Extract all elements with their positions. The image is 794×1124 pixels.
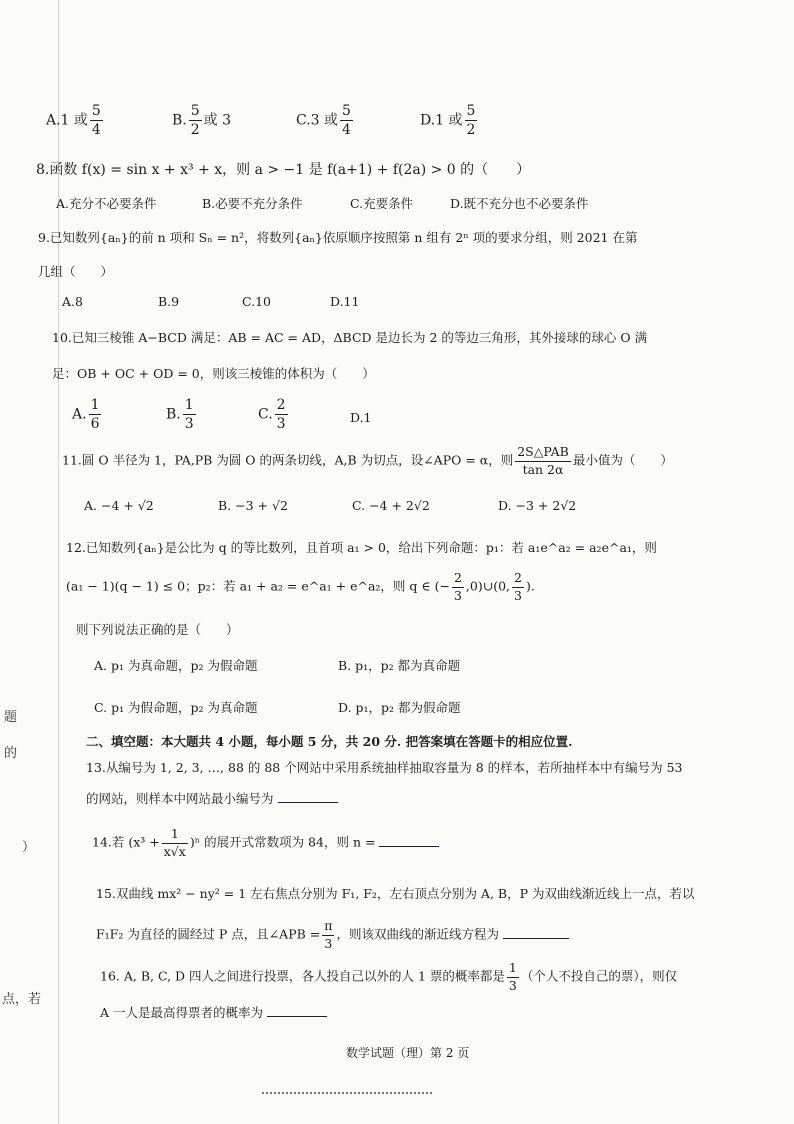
q7-option-a: A.1 或 $\frac{5}{4}$ — [46, 103, 101, 138]
q12-line1: 12.已知数列{aₙ}是公比为 q 的等比数列，且首项 a₁ > 0，给出下列命题：p₁：若 a₁e^a₂ = a₂e^a₁，则 — [66, 540, 657, 555]
margin-fragment: ） — [22, 840, 36, 855]
bottom-scan-artifact — [262, 1092, 432, 1098]
q13-line1: 13.从编号为 1, 2, 3, …, 88 的 88 个网站中采用系统抽样抽取容量为 8 的样本，若所抽样本中有编号为 53 — [86, 760, 683, 775]
q11-option-a: A. −4 + √2 — [84, 498, 154, 513]
q9-option-b: B.9 — [158, 294, 180, 309]
q16-line2: A 一人是最高得票者的概率为 — [100, 1004, 327, 1020]
page-footer: 数学试题（理）第 2 页 — [346, 1046, 470, 1060]
q14-stem: 14.若 (x³ + $\frac{1}{x√x}$ )ⁿ 的展开式常数项为 84，则 n = — [92, 828, 439, 858]
q15-line2: F₁F₂ 为直径的圆经过 P 点，且∠APB = $\frac{\pi}{3}$ ，则该双曲线的渐近线方程为 — [96, 920, 569, 950]
q7-option-c: C.3 或 $\frac{5}{4}$ — [296, 103, 351, 138]
q9-option-a: A.8 — [62, 294, 83, 309]
q8-option-c: C.充要条件 — [350, 196, 414, 211]
q12-option-c: C. p₁ 为假命题，p₂ 为真命题 — [94, 700, 258, 715]
q14-answer-blank — [379, 834, 439, 847]
q10-option-d: D.1 — [350, 410, 372, 425]
q13-answer-blank — [278, 790, 338, 803]
q10-line1: 10.已知三棱锥 A−BCD 满足：AB = AC = AD，ΔBCD 是边长为 2 的等边三角形，其外接球的球心 O 满 — [52, 330, 648, 345]
q16-answer-blank — [267, 1004, 327, 1017]
q16-line1: 16. A, B, C, D 四人之间进行投票，各人投自己以外的人 1 票的概率都是 $\frac{1}{3}$ （个人不投自己的票），则仅 — [100, 960, 678, 993]
q12-line3: 则下列说法正确的是（ ） — [76, 622, 239, 637]
q8-option-d: D.既不充分也不必要条件 — [450, 196, 589, 211]
q12-option-d: D. p₁，p₂ 都为假命题 — [338, 700, 461, 715]
section-heading: 二、填空题：本大题共 4 小题，每小题 5 分，共 20 分. 把答案填在答题卡的相应位置. — [86, 734, 573, 749]
q8-option-a: A.充分不必要条件 — [56, 196, 157, 211]
q8-option-b: B.必要不充分条件 — [202, 196, 303, 211]
q10-option-c: C. $\frac{2}{3}$ — [258, 397, 286, 432]
q11-option-d: D. −3 + 2√2 — [498, 498, 577, 513]
q10-option-b: B. $\frac{1}{3}$ — [166, 397, 194, 432]
q15-answer-blank — [503, 926, 569, 939]
q10-line2: 足：OB + OC + OD = 0，则该三棱锥的体积为（ ） — [52, 366, 375, 381]
q11-option-b: B. −3 + √2 — [218, 498, 288, 513]
q12-option-a: A. p₁ 为真命题，p₂ 为假命题 — [94, 658, 258, 673]
q10-option-a: A. $\frac{1}{6}$ — [72, 397, 100, 432]
q11-stem: 11.圆 O 半径为 1，PA,PB 为圆 O 的两条切线，A,B 为切点，设∠APO = α，则 $\frac{\text{2S△PAB}}{\tan 2\alpha}$ 最小值为（ ） — [62, 444, 673, 477]
margin-fragment: 点，若 — [2, 992, 42, 1007]
q9-line1: 9.已知数列{aₙ}的前 n 项和 Sₙ = n²，将数列{aₙ}依原顺序按照第 n 组有 2ⁿ 项的要求分组，则 2021 在第 — [38, 230, 638, 245]
q11-option-c: C. −4 + 2√2 — [352, 498, 430, 513]
q7-option-d: D.1 或 $\frac{5}{2}$ — [420, 103, 476, 138]
q15-line1: 15.双曲线 mx² − ny² = 1 左右焦点分别为 F₁, F₂，左右顶点分别为 A, B，P 为双曲线渐近线上一点，若以 — [96, 886, 695, 901]
q9-line2: 几组（ ） — [38, 264, 114, 279]
margin-fragment: 题 — [4, 710, 18, 725]
q12-option-b: B. p₁，p₂ 都为真命题 — [338, 658, 461, 673]
margin-fragment: 的 — [4, 746, 18, 761]
q9-option-d: D.11 — [330, 294, 360, 309]
q13-line2: 的网站，则样本中网站最小编号为 — [86, 790, 338, 806]
q12-line2: (a₁ − 1)(q − 1) ≤ 0；p₂：若 a₁ + a₂ = e^a₁ + e^a₂，则 q ∈ (− $\frac{2}{3}$ ,0)∪(0, $\frac{2}{3}$ ). — [66, 570, 535, 603]
q7-option-b: B. $\frac{5}{2}$ 或 3 — [172, 103, 232, 138]
q9-option-c: C.10 — [242, 294, 271, 309]
q8-stem: 8.函数 f(x) = sin x + x³ + x，则 a > −1 是 f(a+1) + f(2a) > 0 的（ ） — [36, 162, 531, 178]
